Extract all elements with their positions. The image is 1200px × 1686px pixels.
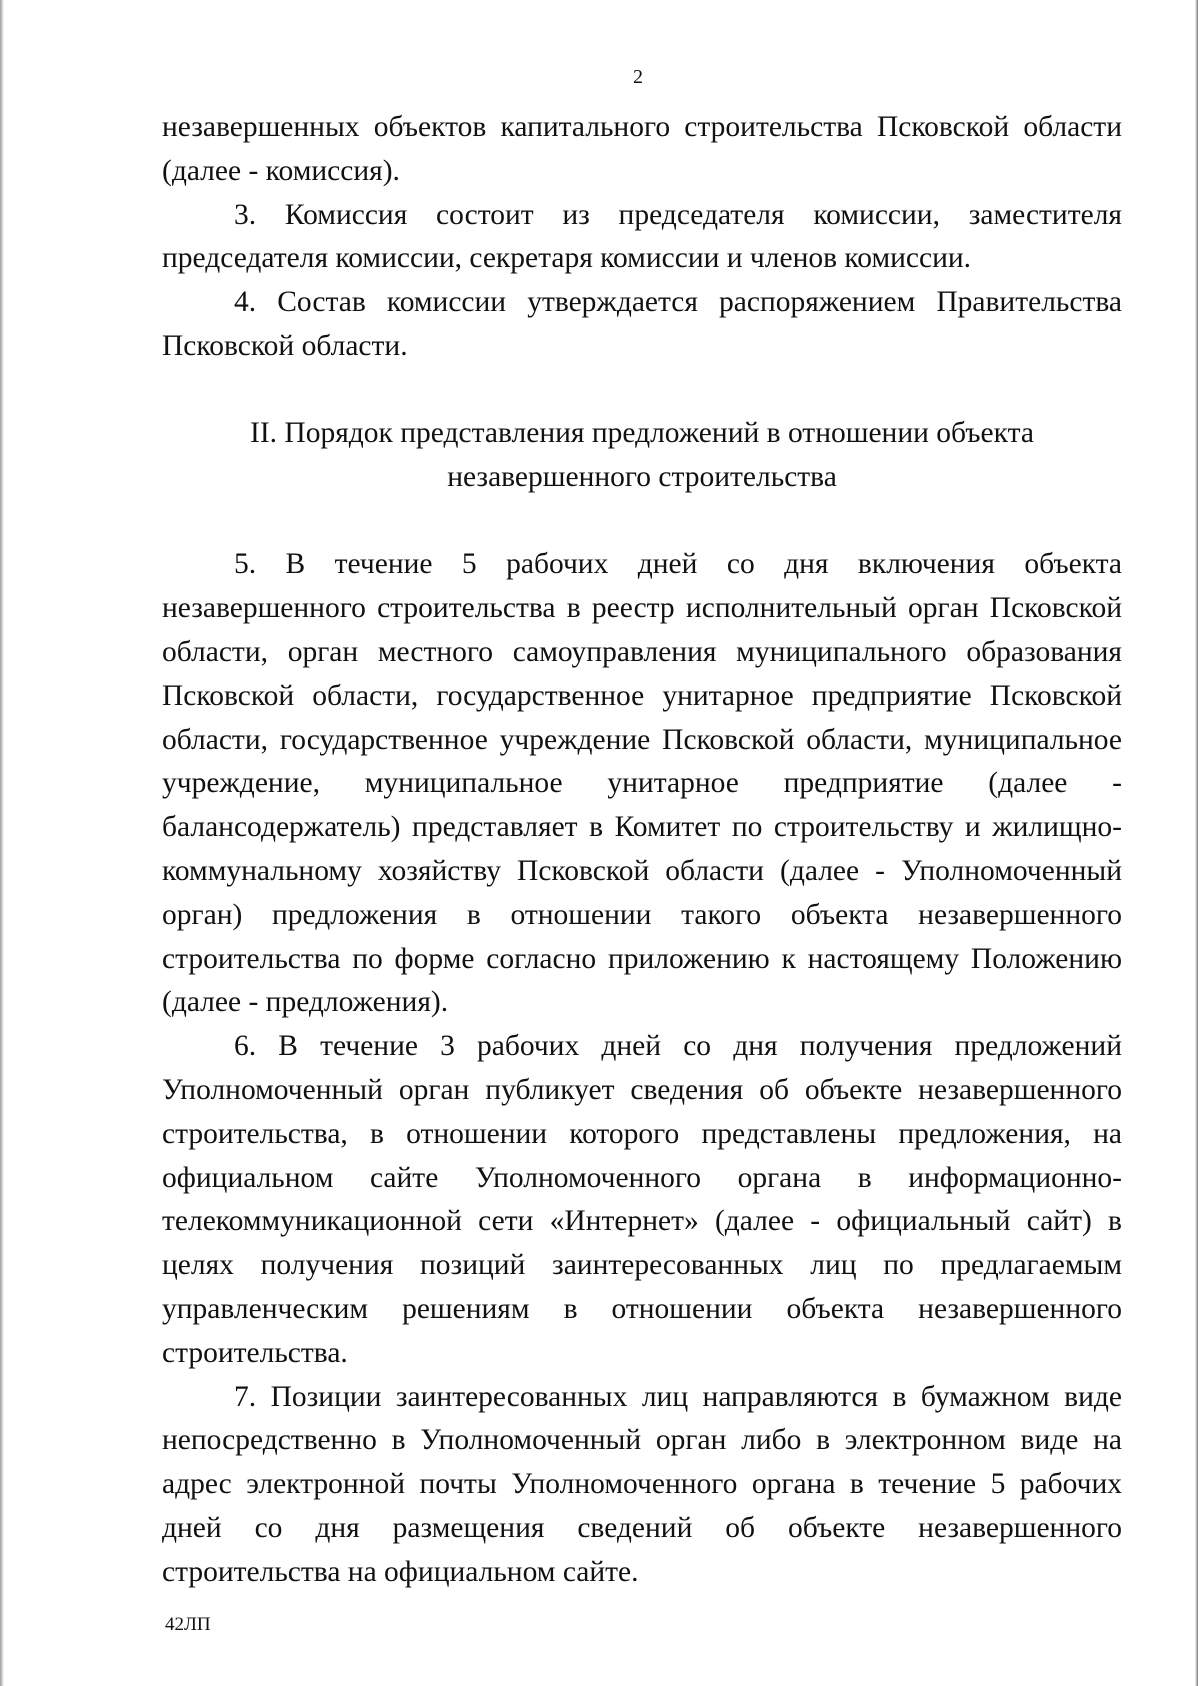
paragraph-7: 7. Позиции заинтересованных лиц направляются в бумажном виде непосредственно в Уполномоченный орган либо в электронном виде на адрес электронной почты Уполномоченного органа в течение 5 рабочих дней со дня размещения сведений об объекте незавершенного строительства на официальном сайте.	[162, 1380, 1122, 1588]
document-body	[162, 106, 1122, 1595]
scan-edge-left	[0, 0, 4, 1686]
paragraph-6: 6. В течение 3 рабочих дней со дня получения предложений Уполномоченный орган публикует сведения об объекте незавершенного строительства, в отношении которого представлены предложения, на официальном сайте Уполномоченного органа в информационно-телекоммуникационной сети «Интернет» (далее - официальный сайт) в целях получения позиций заинтересованных лиц по предлагаемым управленческим решениям в отношении объекта незавершенного строительства.	[162, 1030, 1122, 1369]
paragraph-3: 3. Комиссия состоит из председателя комиссии, заместителя председателя комиссии, секретаря комиссии и членов комиссии.	[162, 198, 1122, 275]
paragraph-continuation: незавершенных объектов капитального строительства Псковской области (далее - комиссия).	[162, 111, 1122, 187]
paragraph-4: 4. Состав комиссии утверждается распоряжением Правительства Псковской области.	[162, 286, 1122, 362]
scan-edge-right	[1195, 0, 1198, 1686]
paragraph-5: 5. В течение 5 рабочих дней со дня включения объекта незавершенного строительства в реестр исполнительный орган Псковской области, орган местного самоуправления муниципального образования Псковской области, государственное унитарное предприятие Псковской области, государственное учреждение Псковской области, муниципальное учреждение, муниципальное унитарное предприятие (далее - балансодержатель) представляет в Комитет по строительству и жилищно-коммунальному хозяйству Псковской области (далее - Уполномоченный орган) предложения в отношении такого объекта незавершенного строительства по форме согласно приложению к настоящему Положению (далее - предложения).	[162, 548, 1122, 1019]
section-heading-line-1: II. Порядок представления предложений в отношении объекта	[250, 416, 1034, 449]
section-heading-line-2: незавершенного строительства	[447, 460, 837, 493]
document-code: 42ЛП	[165, 1614, 211, 1635]
page-number: 2	[633, 66, 643, 88]
section-heading	[162, 412, 1122, 500]
